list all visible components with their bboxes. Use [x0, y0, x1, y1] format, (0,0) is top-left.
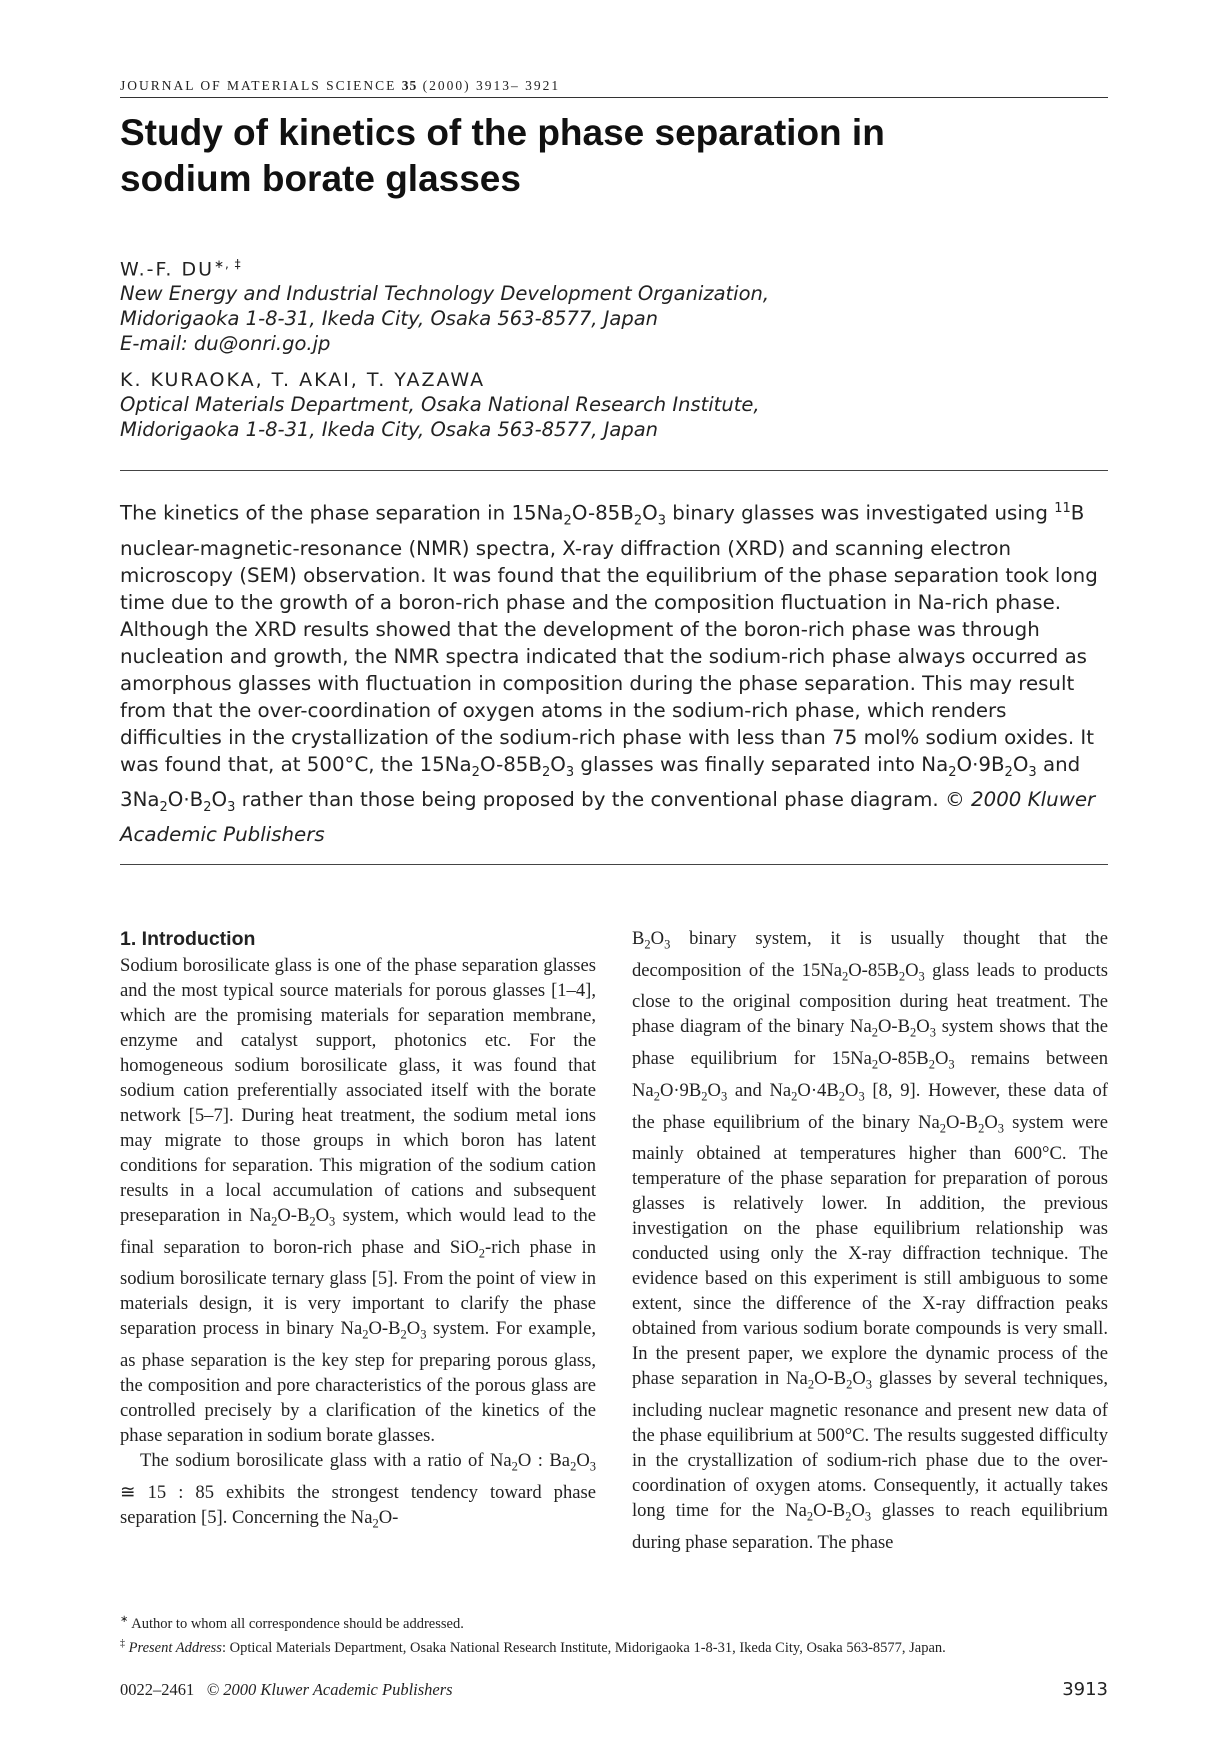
page-number: 3913: [1062, 1679, 1108, 1700]
abstract: The kinetics of the phase separation in $15Na_2O-85B_2O_3$ binary glasses was investigated using $^{11}$B nuclear-magnetic-resonance (NMR) spectra, X-ray diffraction (XRD) and scanning electron microscopy (SEM) observation. It was found that the equilibrium of the phase separation took long time due to the growth of a boron-rich phase and the composition fluctuation in Na-rich phase. Although the XRD results showed that the development of the boron-rich phase was through nucleation and growth, the NMR spectra indicated that the sodium-rich phase always occurred as amorphous glasses with fluctuation in composition during the phase separation. This may result from that the over-coordination of oxygen atoms in the sodium-rich phase, which renders difficulties in the crystallization of the sodium-rich phase with less than 75 mol% sodium oxides. It was found that, at 500°C, the $15Na_2O-85B_2O_3$ glasses was finally separated into $Na_2O\cdot 9B_2O_3$ and $3Na_2O\cdot B_2O_3$ rather than those being proposed by the conventional phase diagram. © 2000 Kluwer Academic Publishers: [120, 501, 1098, 846]
paragraph: Sodium borosilicate glass is one of the phase separation glasses and the most typical source materials for porous glasses [1–4], which are the promising materials for separation membrane, enzyme and catalyst support, photonics etc. For the homogeneous sodium borosilicate glass, it was found that sodium cation preferentially associated itself with the borate network [5–7]. During heat treatment, the sodium metal ions may migrate to those groups in which boron has latent conditions for separation. This migration of the sodium cation results in a local accumulation of cations and subsequent preseparation in $Na_2O-B_2O_3$ system, which would lead to the final separation to boron-rich phase and SiO$_2$-rich phase in sodium borosilicate ternary glass [5]. From the point of view in materials design, it is very important to clarify the phase separation process in binary $Na_2O-B_2O_3$ system. For example, as phase separation is the key step for preparing porous glass, the composition and pore characteristics of the porous glass are controlled precisely by a clarification of the kinetics of the phase separation in sodium borate glasses.: [120, 955, 596, 1447]
divider-top: [120, 470, 1108, 471]
divider-bottom: [120, 864, 1108, 865]
authors: [120, 252, 1108, 442]
footnote-correspondence: ∗ Author to whom all correspondence should be addressed.: [120, 1614, 464, 1632]
author-primary: W.-F. DU∗, ‡: [120, 257, 242, 281]
right-column: [632, 926, 1108, 1555]
page-footer: [120, 1679, 1108, 1700]
left-column: [120, 926, 596, 1555]
issn: 0022–2461: [120, 1680, 195, 1699]
abstract-publisher: © 2000 Kluwer Academic Publishers: [120, 787, 1096, 846]
paper-title: Study of kinetics of the phase separation in sodium borate glasses: [120, 112, 885, 199]
section-heading: 1. Introduction: [120, 928, 256, 950]
paragraph: The sodium borosilicate glass with a ratio of $Na_2O$ : $Ba_2O_3$ ≅ 15 : 85 exhibits the strongest tendency toward phase separation [5]. Concerning the $Na_2O-$: [120, 1450, 596, 1531]
footnote-present-address: ‡ Present Address: Optical Materials Department, Osaka National Research Institute, Midorigaoka 1-8-31, Ikeda City, Osaka 563-8577, Japan.: [120, 1637, 946, 1656]
body-columns: [120, 926, 1108, 1555]
author-secondary: K. KURAOKA, T. AKAI, T. YAZAWA: [120, 369, 486, 392]
footnotes: [120, 1610, 1108, 1658]
author-email: E-mail: du@onri.go.jp: [120, 332, 331, 356]
footer-copyright: © 2000 Kluwer Academic Publishers: [206, 1680, 453, 1699]
paragraph: $B_2O_3$ binary system, it is usually thought that the decomposition of the $15Na_2O-85B_2O_3$ glass leads to products close to the original composition during heat treatment. The phase diagram of the binary $Na_2O-B_2O_3$ system shows that the phase equilibrium for $15Na_2O-85B_2O_3$ remains between $Na_2O\cdot 9B_2O_3$ and $Na_2O\cdot 4B_2O_3$ [8, 9]. However, these data of the phase equilibrium of the binary $Na_2O-B_2O_3$ system were mainly obtained at temperatures higher than 600°C. The temperature of the phase separation for preparation of porous glasses is relatively lower. In addition, the previous investigation on the phase equilibrium relationship was conducted using only the X-ray diffraction technique. The evidence based on this experiment is still ambiguous to some extent, since the difference of the X-ray diffraction peaks obtained from various sodium borate compounds is very small. In the present paper, we explore the dynamic process of the phase separation in $Na_2O-B_2O_3$ glasses by several techniques, including nuclear magnetic resonance and present new data of the phase equilibrium at 500°C. The results suggested difficulty in the crystallization of sodium-rich phase due to the over-coordination of oxygen atoms. Consequently, it actually takes long time for the $Na_2O-B_2O_3$ glasses to reach equilibrium during phase separation. The phase: [632, 928, 1108, 1553]
paper-page: [120, 78, 1108, 865]
affiliation-primary: New Energy and Industrial Technology Development Organization, Midorigaoka 1-8-31, Ikeda City, Osaka 563-8577, Japan E-mail: du@onri.go.jp: [120, 281, 1108, 356]
affiliation-secondary: Optical Materials Department, Osaka National Research Institute, Midorigaoka 1-8-31, Ikeda City, Osaka 563-8577, Japan: [120, 393, 760, 442]
journal-header: JOURNAL OF MATERIALS SCIENCE 35 (2000) 3913– 3921: [120, 78, 1108, 98]
